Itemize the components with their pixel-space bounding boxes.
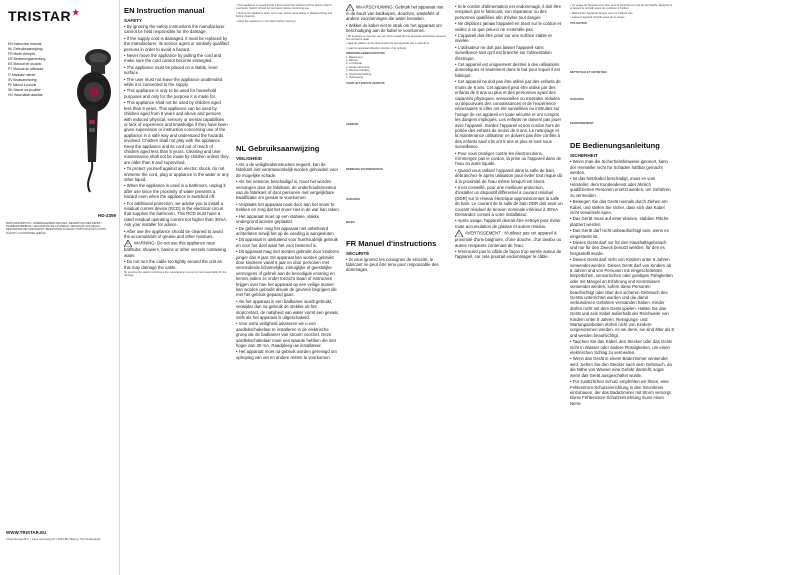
safety-item: • Quand vous utilisez l'appareil dans la salle de bain, débranchez-le après utilisation pour éviter tout risque dû à la proximité de l'eau même lorsqu'il est éteint. [455,168,563,184]
safety-item: • Dit apparaat is voorzien van een thermostaat die het apparaat uitschakelt wanneer het oververhit raakt. [346,35,446,42]
safety-item: • Als het apparaat in een badkamer wordt gebruikt, verwijder dan na gebruik de stekker uit het stopcontact, de nabijheid van water vormt een gevaar, zelfs als het apparaat is uitgeschakeld. [236,299,340,321]
section-heading: UTILISATION [570,21,587,25]
safety-item: • Das Gerät darf nicht unbeaufsichtigt sein, wenn es eingesteckt ist. [570,228,674,239]
section-heading: MILIEU [346,221,356,225]
safety-item: • Voor extra veiligheid adviseren we u een aardlekschakelaar te installeren in de elektrische groep die de badkamer van stroom voorziet. Deze aardlekschakelaar moet een waarde hebben die niet hoger dan 30 mA. Raadpleeg uw installateur. [236,321,340,348]
safety-item: • Als u de veiligheidsinstructies negeert, kan de fabrikant niet verantwoordelijk worden gehouden voor de mogelijke schade. [236,162,340,178]
section-body [346,126,446,166]
section-heading: ENVIRONNEMENT [570,121,594,125]
safety-item: • Das Gerät muss auf einer ebenen, stabilen Fläche platziert werden. [570,216,674,227]
section-body [570,74,674,96]
toc-item: DE Bedienungsanleitung [8,57,46,62]
nl-title: NL Gebruiksaanwijzing [236,144,320,154]
safety-item: • Als het netsnoer beschadigd is, moet het worden vervangen door de fabrikant, de onderhoudsmonteur van de fabrikant of door personen met vergelijkbare kwalificatie om gevaar te voorkomen. [236,179,340,201]
safety-item: • Tauchen Sie das Kabel, den Stecker oder das Gerät nicht in Wasser oder andere Flüssigkeiten, um einen elektrischen Schlag zu vermeiden. [570,339,674,355]
hair-dryer-image [64,44,116,194]
warning-bath-icon [346,4,354,11]
section-heading: NETTOYAGE ET ENTRETIEN [570,71,607,75]
en-safety-heading: SAFETY [124,18,143,23]
website[interactable]: WWW.TRISTAR.EU [6,530,47,535]
toc-item: FR Mode d'emploi [8,52,36,57]
section-heading: GARANTIE [346,197,361,201]
company-address: Tristar Europe B.V. | Jules Verneweg 87 | 5015 BH Tilburg | The Netherlands [6,537,101,541]
warning-bath-icon [124,240,132,247]
toc-item: IT Manuale utente [8,72,36,77]
section-body [346,85,446,121]
section-heading: GARANTIE [570,98,585,102]
toc-item: PL Návod k použití [8,82,37,87]
fr-title: FR Manuel d'instructions [346,238,437,248]
section-body [570,25,674,69]
safety-item: • De gebruiker mag het apparaat niet onbeheerd achterlaten terwijl het op de voeding is aangesloten. [236,226,340,237]
safety-item: • Un usage de l'appareil est prévu pour la protection en cas de surchauffe. Éteignez-le et laissez-le refroidir avant de continuer à l'utiliser. [570,4,674,11]
safety-item: • Après usage, l'appareil devrait être nettoyé pour éviter toute accumulation de graisse et autres résidus. [455,218,563,229]
safety-item: • Allow the appliance to cool down before storing it. [236,20,340,23]
safety-item: • Si vous ignorez les consignes de sécurité, le fabricant ne peut être tenu pour responsable des dommages. [346,257,446,273]
section-body [346,201,446,219]
nl-safety-heading: VEILIGHEID [236,156,263,162]
fr-safety-heading: SÉCURITÉ [346,250,370,256]
safety-item: • If the supply cord is damaged, it must be replaced by the manufacturer, its service agent or similarly qualified persons in order to avoid a hazard. [124,36,229,52]
safety-item: • Bewegen Sie das Gerät niemals durch Ziehen am Kabel, und stellen Sie sicher, dass sich das Kabel nicht verwickeln kann. [570,199,674,215]
cover-panel [0,0,120,575]
toc-item: NL Gebruiksaanwijzing [8,47,43,52]
de-safety-heading: SICHERHEIT [570,153,598,159]
section-heading: ONDERDELENBESCHRIJVING [346,52,385,56]
safety-item: • Verplaats het apparaat nooit door aan het snoer te trekken en zorg dat het snoer niet in de war kan raken. [236,202,340,213]
safety-item: • Dit apparaat is uitsluitend voor huishoudelijk gebruik en voor het doel waar het voor bestemd is. [236,237,340,248]
safety-item: • N'enroulez pas le câble de façon trop serrée autour de l'appareil, car cela pourrait endommager le câble. [455,249,563,260]
safety-item: • Wenn man die Sicherheitshinweise ignoriert, kann der Hersteller nicht für Schäden haftbar gemacht werden. [570,159,674,175]
safety-item: • Haal de stekker uit het stopcontact als het apparaat niet in gebruik is. [346,42,446,45]
svg-text:!: ! [349,7,351,11]
warning-text: ! WAARSCHUWING: Gebruik het apparaat niet in de buurt van badkuipen, douches, wastafels of andere voorzieningen die water bevatten. [346,4,444,22]
fr-de-column [570,0,674,575]
safety-item: • Ist das Netzkabel beschädigt, muss es vom Hersteller, dem Kundendienst oder ähnlich qualifizierten Personen ersetzt werden, um Gefahren zu vermeiden. [570,176,674,198]
safety-item: • Unplug the appliance when not in use, before assembling or disassembling and before cleaning. [236,12,340,19]
toc-item: EN Instruction manual [8,42,42,46]
safety-item: • This appliance is only to be used for household purposes and only for the purpose it is made for. [124,88,229,99]
safety-item: • Dit apparaat mag niet worden gebruikt door kinderen jonger dan 8 jaar. Dit apparaat kan worden gebruikt door kinderen vanaf 8 jaar en door personen met verminderde lichamelijke, zintuiglijke of geestelijke vermogens of gebrek aan de benodigde ervaring en kennis indien ze onder toezicht staan of instructies krijgen over hoe het apparaat op een veilige manier kan worden gebruikt alsook de gevaren begrijpen die met het gebruik gepaard gaan. [236,249,340,298]
safety-item: • Für zusätzlichen Schutz empfehlen wir Ihnen, eine Fehlerstrom-Schutzeinrichtung in den Stromkreis einzubauen, der das Badezimmer mit Strom versorgt. Diese Fehlerstrom-Schutzeinrichtung muss einen Nenn- [570,379,674,406]
safety-item: • Pour vous protéger contre les électrocutions, n'immergez pas le cordon, la prise ou l'appareil dans de l'eau ou autre liquide. [455,151,563,167]
safety-item: • Cet appareil est uniquement destiné à des utilisations domestiques et seulement dans le but pour lequel il est fabriqué. [455,62,563,78]
toc-item: SK Návod na použitie [8,87,41,92]
safety-item: • Cet appareil ne doit pas être utilisé par des enfants de moins de 8 ans. Cet appareil peut être utilisé par des enfants de 8 ans ou plus et des personnes ayant des capacités physiques, sensorielles ou mentales réduites ou dépourvues des connaissances et de l'expérience nécessaires si elles ont été surveillées ou instruites sur l'usage de cet appareil en toute sécurité et ont compris les dangers impliqués. Les enfants ne doivent pas jouer avec l'appareil. Gardez l'appareil et son cordon hors de portée des enfants de moins de 8 ans. Le nettoyage et la maintenance utilisateur ne doivent pas être confiés à des enfants sauf s'ils ont 8 ans et plus et sont sous surveillance. [455,79,563,149]
safety-item: • Laissez l'appareil refroidir avant de le ranger. [570,16,674,19]
language-index [8,42,60,98]
en-title: EN Instruction manual [124,6,205,15]
parts-description-languages: PARTS DESCRIPTION / ONDERDELENBESCHRIJVING / DESCRIPTION DES PIÈCES / TEILEBESCHREIBUNG / DESCRIPCIÓN DE LAS PIEZAS / DESCRIÇÃO DAS PEÇAS / DESCRIZIONE DEI COMPONENTI / BESKRIVNING AV DELAR / POPIS SOUČÁSTÍ / POPIS SÚČASTÍ / ALKATRÉSZEK LEÍRÁSA [6,222,106,235]
de-title: DE Bedienungsanleitung [570,141,660,151]
warning-bath-icon [455,230,463,237]
safety-item: • Si le cordon d'alimentation est endommagé, il doit être remplacé par le fabricant, son réparateur ou des personnes qualifiées afin d'éviter tout danger. [455,4,563,20]
section-body [346,225,446,239]
fr-column [455,0,563,575]
toc-item: SV Bruksanvisning [8,77,37,82]
safety-item: • This appliance is supplied with a thermostat that switches off the device when it overheats. Switch off and let cool down before continuing use. [236,4,340,11]
en-nl-column [236,0,340,575]
parts-list: 1. Blaasmond 2. Diffusor 3. Luchtinlaat 4. Koude stoot knop 5. Warmte-instelling 6. Snelheidsinstelling 7. Ophangoog [346,55,372,80]
safety-item: • Wenn das Gerät in einem Badezimmer verwendet wird, ziehen Sie den Stecker nach dem Gebrauch, da die Nähe von Wasser eine Gefahr darstellt, sogar wenn das Gerät ausgeschaltet wurde. [570,356,674,378]
safety-item: • This appliance shall not be used by children aged less than 8 years. This appliance can be used by children aged from 8 years and above and persons with reduced physical, sensory or mental capabilities or lack of experience and knowledge if they have been given supervision or instruction concerning use of the appliance in a safe way and understand the hazards involved. Children shall not play with the appliance. Keep the appliance and its cord out of reach of children aged less than 8 years. Cleaning and user maintenance shall not be made by children unless they are older than 8 and supervised. [124,100,229,165]
safety-item: • Ne déplacez jamais l'appareil en tirant sur le cordon et veillez à ce que celui-ci ne s'emmêle pas. [455,21,563,32]
section-heading: VOOR HET EERSTE GEBRUIK [346,81,385,85]
svg-text:!: ! [458,233,460,238]
toc-item: PT Manual de utilizador [8,67,44,72]
safety-item: • To protect yourself against an electric shock, do not immerse the cord, plug or appliance in the water or any other liquid. [124,166,229,182]
safety-item: • By ignoring the safety instructions the manufacturer cannot be held responsible for the damage. [124,24,229,35]
brand-logo: TRISTAR★ [8,8,80,24]
safety-item: • Never move the appliance by pulling the cord and make sure the cord cannot become entangled. [124,53,229,64]
safety-item: • Het apparaat moet op een stabiele, vlakke ondergrond worden geplaatst. [236,214,340,225]
section-body [570,102,674,120]
toc-item: ES Manual de usuario [8,62,42,67]
safety-item: • After use the appliance should be cleaned to avoid the accumulation of grease and other residues. [124,229,229,240]
safety-item: • When the appliance is used in a bathroom, unplug it after use since the proximity of water presents a hazard even when the appliance is switched off. [124,183,229,199]
safety-item: • Dieses Gerät darf nur für den Haushaltsgebrauch und nur für den Zweck benutzt werden, für den es hergestellt wurde. [570,240,674,256]
safety-item: • Het apparaat moet na gebruik worden gereinigd om ophoping van vet en andere resten te voorkomen. [236,349,340,360]
en-usage-section [236,24,340,144]
safety-item: • The appliance must be placed on a stable, level surface. [124,65,229,76]
warning-text: ! WARNING: Do not use this appliance near bathtubs, showers, basins or other vessels containing water. [124,241,226,258]
section-body [570,125,674,141]
safety-item: • Dieses Gerät darf nicht von Kindern unter 8 Jahren verwendet werden. Dieses Gerät darf von Kindern ab 8 Jahren und von Personen mit eingeschränkten körperlichen, sensorischen oder geistigen Fähigkeiten oder mit Mangel an Erfahrung und Kenntnissen verwendet werden, sofern diese Personen beaufsichtigt oder über den sicheren Gebrauch des Geräts unterrichtet wurden und die damit verbundenen Gefahren verstanden haben. Kinder dürfen nicht mit dem Gerät spielen. Halten Sie das Gerät und sein Kabel außerhalb der Reichweite von Kindern unter 8 Jahren. Reinigungs- und Wartungsarbeiten dürfen nicht von Kindern vorgenommen werden, es sei denn, sie sind älter als 8 und werden beaufsichtigt. [570,257,674,338]
toc-item: HU Használati utasítás [8,92,43,97]
safety-item: • For additional protection, we advise you to install a residual current device (RCD) in the electrical circuit that supplies the bathroom. This RCD must have a rated residual operating current not higher than 30mA. Ask your installer for advice. [124,201,229,228]
safety-item: • Débranchez l'appareil lorsque vous ne l'utilisez pas. [570,12,674,15]
safety-item: • Laat het apparaat afkoelen voordat u het opbergt. [346,47,446,50]
star-icon: ★ [72,8,80,17]
safety-item: • Do not turn the cable too tightly around the unit as this may damage the cable. [124,259,229,270]
safety-item: • Wikkel de kabel niet te strak om het apparaat om beschadiging aan de kabel te voorkomen. [346,23,446,34]
safety-item: • Il est conseillé, pour une meilleure protection, d'installer un dispositif différentiel à courant résiduel (DDR) sur le réseau électrique approvisionnant la salle de bain. Le courant de la salle de bain DDR doit avoir un courant résiduel de tension nominale inférieur à 30mA. Demandez conseil à votre installateur. [455,185,563,217]
safety-item: • The user must not leave the appliance unattended while it is connected to the supply. [124,77,229,88]
safety-item: • L'utilisateur ne doit pas laisser l'appareil sans surveillance tant qu'il est branché sur l'alimentation électrique. [455,45,563,61]
section-heading: GEBRUIK [346,122,359,126]
model-number: HD-2359 [98,213,117,218]
section-body [346,172,446,196]
en-column [124,0,229,575]
body-filler: By ignoring the safety instructions the manufacturer cannot be held responsible for the damage. [124,271,227,278]
section-heading: REINIGING EN ONDERHOUD [346,168,383,172]
safety-item: • L'appareil doit être posé sur une surface stable et nivelée. [455,33,563,44]
nl-fr-column [346,0,446,575]
svg-text:!: ! [127,243,129,248]
warning-text: ! AVERTISSEMENT : N'utilisez pas cet appareil à proximité d'une baignoire, d'une douche, d'un lavabo ou autres récipients contenant de l'eau. [455,230,562,248]
